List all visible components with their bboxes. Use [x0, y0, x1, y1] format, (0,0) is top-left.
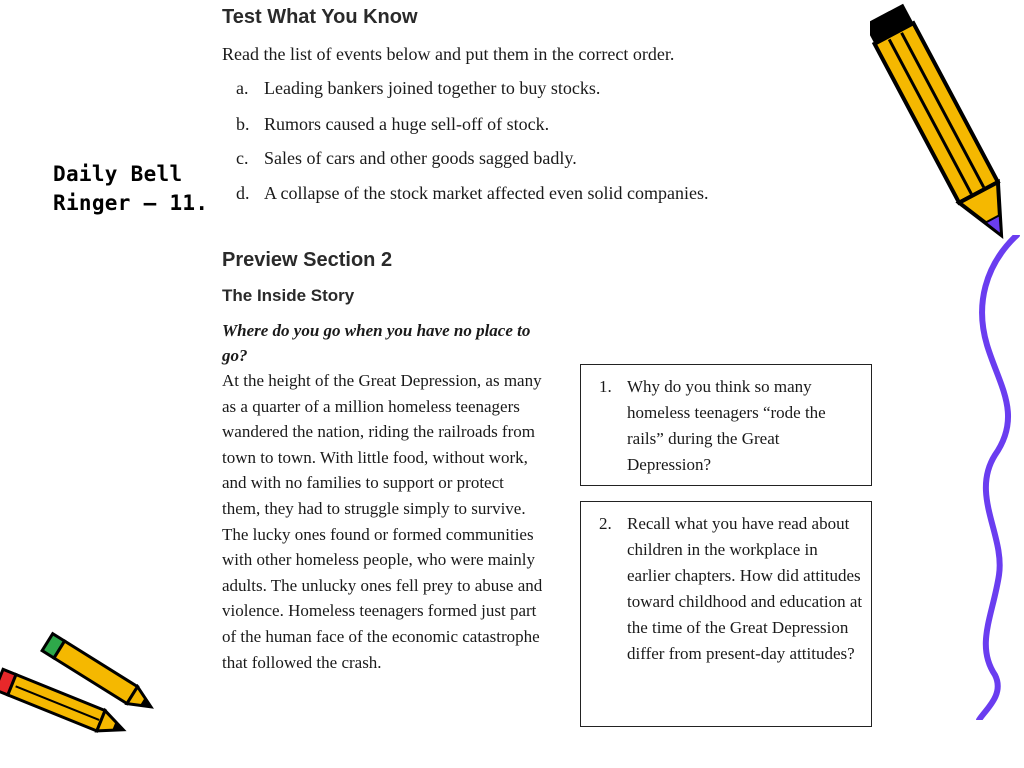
event-b	[236, 114, 549, 135]
question-text: Recall what you have read about children in the workplace in earlier chapters. How did attitudes toward childhood and education at the time of the Great Depression differ from present-day attitudes?	[627, 514, 863, 663]
event-letter: c.	[236, 148, 249, 168]
preview-heading: Preview Section 2	[222, 249, 393, 271]
event-letter: a.	[236, 78, 249, 98]
crossed-pencils-icon	[0, 615, 155, 755]
question-box-1	[580, 364, 872, 486]
passage-text: At the height of the Great Depression, as many as a quarter of a million homeless teenagers wandered the nation, riding the railroads from town to town. With little food, without work, and with no families to support or protect them, they had to struggle simply to survive. The lucky ones found or formed communities with other homeless people, who were mainly adults. The unlucky ones fell prey to abuse and violence. Homeless teenagers formed just part of the human face of the economic catastrophe that followed the crash.	[222, 371, 543, 672]
question-number: 1.	[599, 377, 612, 396]
pencil-icon	[870, 0, 1010, 250]
event-text: Sales of cars and other goods sagged badly.	[264, 148, 577, 168]
guiding-question: Where do you go when you have no place to go?	[222, 321, 531, 365]
event-letter: d.	[236, 183, 250, 203]
bell-line-1: Daily Bell	[53, 162, 183, 186]
inside-story-heading: The Inside Story	[222, 286, 355, 305]
question-number: 2.	[599, 514, 612, 533]
event-text: A collapse of the stock market affected even solid companies.	[264, 183, 709, 203]
squiggle-line	[965, 235, 1024, 720]
test-instruction: Read the list of events below and put them in the correct order.	[222, 44, 675, 64]
event-a	[236, 78, 600, 99]
question-text: Why do you think so many homeless teenagers “rode the rails” during the Great Depression?	[627, 377, 826, 474]
event-text: Rumors caused a huge sell-off of stock.	[264, 114, 550, 134]
test-heading: Test What You Know	[222, 6, 418, 28]
event-c	[236, 148, 577, 169]
question-box-2	[580, 501, 872, 727]
event-text: Leading bankers joined together to buy stocks.	[264, 78, 601, 98]
event-letter: b.	[236, 114, 250, 134]
event-d	[236, 183, 709, 204]
bell-line-2: Ringer – 11.	[53, 191, 209, 215]
daily-bell-ringer-label	[53, 160, 208, 218]
